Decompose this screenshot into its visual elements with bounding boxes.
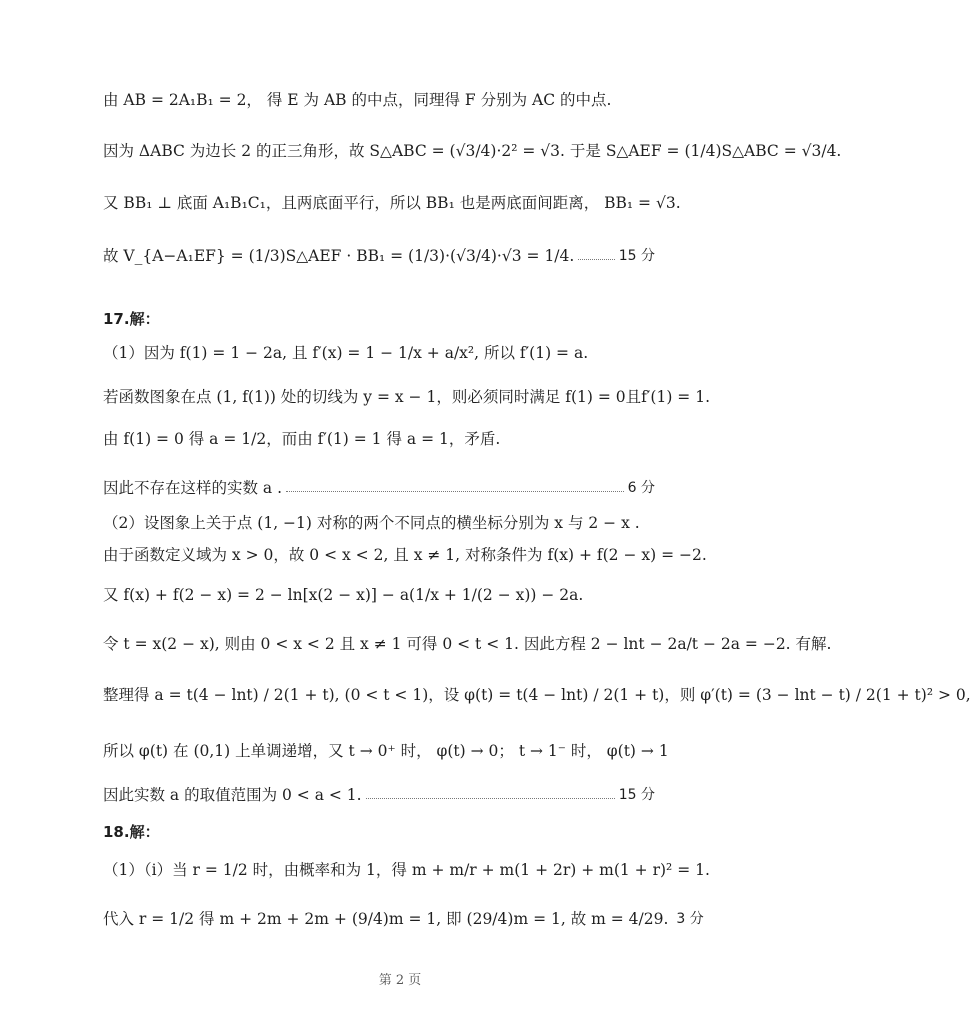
dot-leader — [286, 491, 624, 492]
text-line: （2）设图象上关于点 (1, −1) 对称的两个不同点的横坐标分别为 x 与 2 − x . — [103, 514, 640, 532]
section-heading: 17.解： — [103, 310, 160, 328]
dot-leader — [366, 798, 615, 799]
text-line: 由 f(1) = 0 得 a = 1/2，而由 f′(1) = 1 得 a = 1，矛盾. — [103, 430, 501, 448]
score-mark: 15 分 — [618, 787, 655, 803]
text-line-with-score: 因此实数 a 的取值范围为 0 < a < 1. 15 分 — [103, 786, 655, 804]
score-mark: 6 分 — [627, 480, 655, 496]
text-line: 所以 φ(t) 在 (0,1) 上单调递增，又 t → 0⁺ 时， φ(t) → 0； t → 1⁻ 时， φ(t) → 1 — [103, 742, 669, 760]
text-line: 令 t = x(2 − x), 则由 0 < x < 2 且 x ≠ 1 可得 0 < t < 1. 因此方程 2 − lnt − 2a/t − 2a = −2. 有解. — [103, 635, 832, 653]
text-line: 由 AB = 2A₁B₁ = 2， 得 E 为 AB 的中点，同理得 F 分别为 AC 的中点. — [103, 91, 612, 109]
text-line: 因为 ΔABC 为边长 2 的正三角形，故 S△ABC = (√3/4)·2² = √3. 于是 S△AEF = (1/4)S△ABC = √3/4. — [103, 142, 842, 160]
text-line-with-score: 因此不存在这样的实数 a . 6 分 — [103, 479, 655, 497]
dot-leader — [578, 259, 614, 260]
text-line: （1）（ⅰ）当 r = 1/2 时，由概率和为 1，得 m + m/r + m(1 + 2r) + m(1 + r)² = 1. — [103, 861, 710, 879]
text-line: （1）因为 f(1) = 1 − 2a, 且 f′(x) = 1 − 1/x + a/x², 所以 f′(1) = a. — [103, 344, 589, 362]
section-heading: 18.解： — [103, 823, 160, 841]
page-number: 第 2 页 — [378, 973, 422, 988]
score-mark: 3 分 — [676, 911, 704, 927]
text-line: 又 BB₁ ⊥ 底面 A₁B₁C₁，且两底面平行，所以 BB₁ 也是两底面间距离， BB₁ = √3. — [103, 194, 681, 212]
score-mark: 15 分 — [618, 248, 655, 264]
text-line: 若函数图象在点 (1, f(1)) 处的切线为 y = x − 1，则必须同时满足 f(1) = 0且f′(1) = 1. — [103, 388, 710, 406]
text-line: 整理得 a = t(4 − lnt) / 2(1 + t), (0 < t < 1)，设 φ(t) = t(4 − lnt) / 2(1 + t)，则 φ′(t) = (3 − lnt − t) / 2(1 + t)² > 0, — [103, 686, 971, 704]
text-line: 由于函数定义域为 x > 0，故 0 < x < 2, 且 x ≠ 1, 对称条件为 f(x) + f(2 − x) = −2. — [103, 546, 707, 564]
text-line: 又 f(x) + f(2 − x) = 2 − ln[x(2 − x)] − a(1/x + 1/(2 − x)) − 2a. — [103, 586, 584, 604]
text-line-with-score: 故 V_{A−A₁EF} = (1/3)S△AEF · BB₁ = (1/3)·(√3/4)·√3 = 1/4. 15 分 — [103, 247, 655, 265]
text-line-with-score: 代入 r = 1/2 得 m + 2m + 2m + (9/4)m = 1, 即 (29/4)m = 1, 故 m = 4/29. 3 分 — [103, 910, 704, 928]
